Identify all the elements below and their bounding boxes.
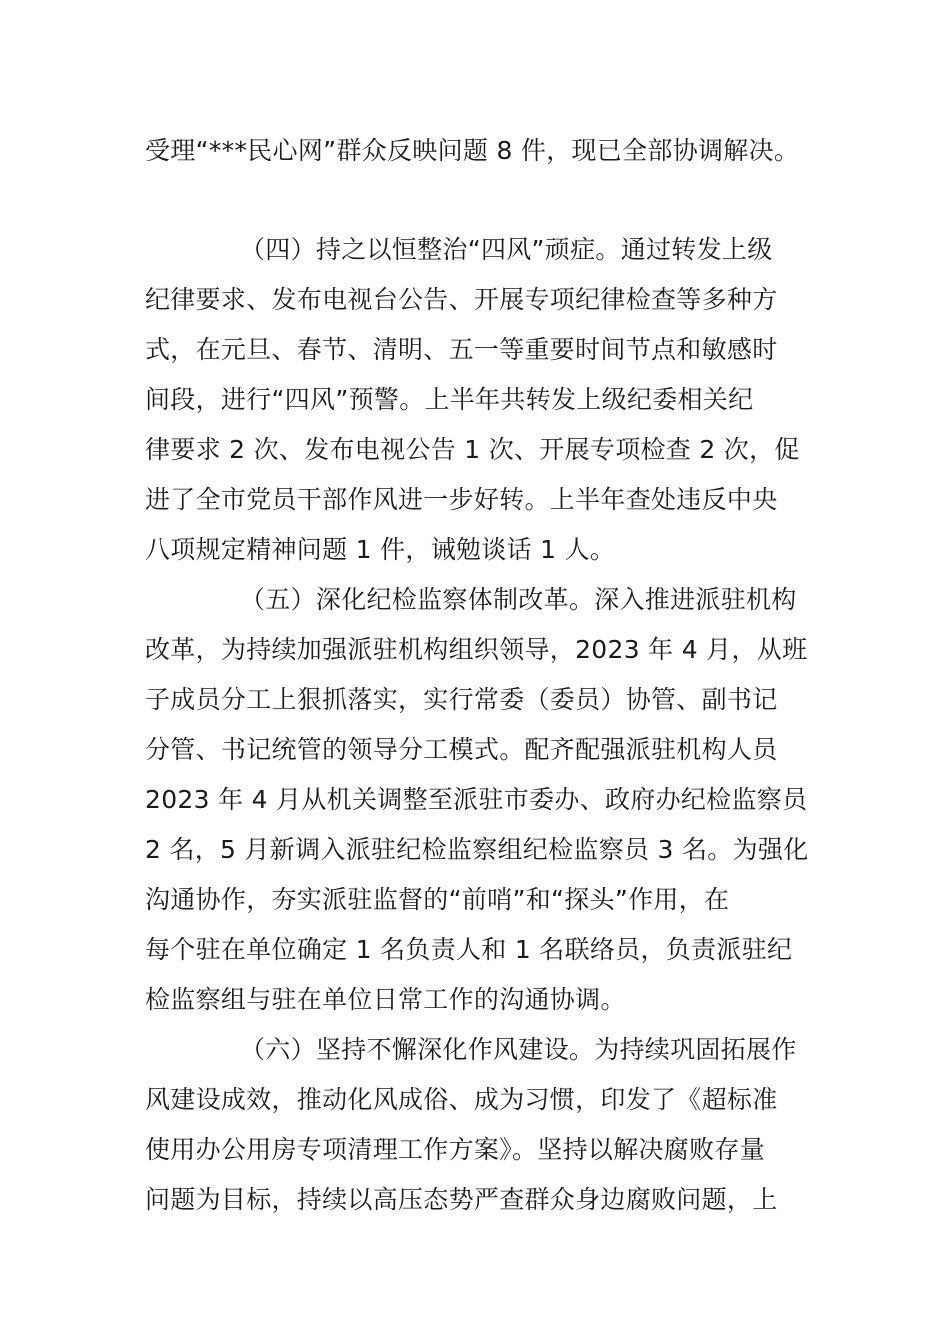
text-line: 2 名，5 月新调入派驻纪检监察组纪检监察员 3 名。为强化 [145,835,809,864]
text-line: 风建设成效，推动化风成俗、成为习惯，印发了《超标准 [145,1085,778,1114]
text-line: 八项规定精神问题 1 件，诫勉谈话 1 人。 [145,535,616,564]
text-line: 每个驻在单位确定 1 名负责人和 1 名联络员，负责派驻纪 [145,935,793,964]
text-line: 分管、书记统管的领导分工模式。配齐配强派驻机构人员 [145,735,778,764]
text-line: 沟通协作，夯实派驻监督的“前哨”和“探头”作用，在 [145,885,730,914]
text-line: 子成员分工上狠抓落实，实行常委（委员）协管、副书记 [145,685,778,714]
text-line: 受理“***民心网”群众反映问题 8 件，现已全部协调解决。 [145,136,800,165]
section-heading-line: （五）深化纪检监察体制改革。深入推进派驻机构 [240,585,797,614]
text-line: 问题为目标，持续以高压态势严查群众身边腐败问题，上 [145,1185,778,1214]
text-line: 式，在元旦、春节、清明、五一等重要时间节点和敏感时 [145,335,778,364]
text-line: 检监察组与驻在单位日常工作的沟通协调。 [145,985,626,1014]
section-heading-line: （四）持之以恒整治“四风”顽症。通过转发上级 [240,235,773,264]
text-line: 改革，为持续加强派驻机构组织领导，2023 年 4 月，从班 [145,635,808,664]
text-line: 纪律要求、发布电视台公告、开展专项纪律检查等多种方 [145,285,778,314]
text-line: 2023 年 4 月从机关调整至派驻市委办、政府办纪检监察员 [145,785,808,814]
text-line: 律要求 2 次、发布电视公告 1 次、开展专项检查 2 次，促 [145,435,800,464]
section-heading-line: （六）坚持不懈深化作风建设。为持续巩固拓展作 [240,1035,797,1064]
text-line: 间段，进行“四风”预警。上半年共转发上级纪委相关纪 [145,385,754,414]
text-line: 进了全市党员干部作风进一步好转。上半年查处违反中央 [145,485,778,514]
text-line: 使用办公用房专项清理工作方案》。坚持以解决腐败存量 [145,1135,766,1164]
